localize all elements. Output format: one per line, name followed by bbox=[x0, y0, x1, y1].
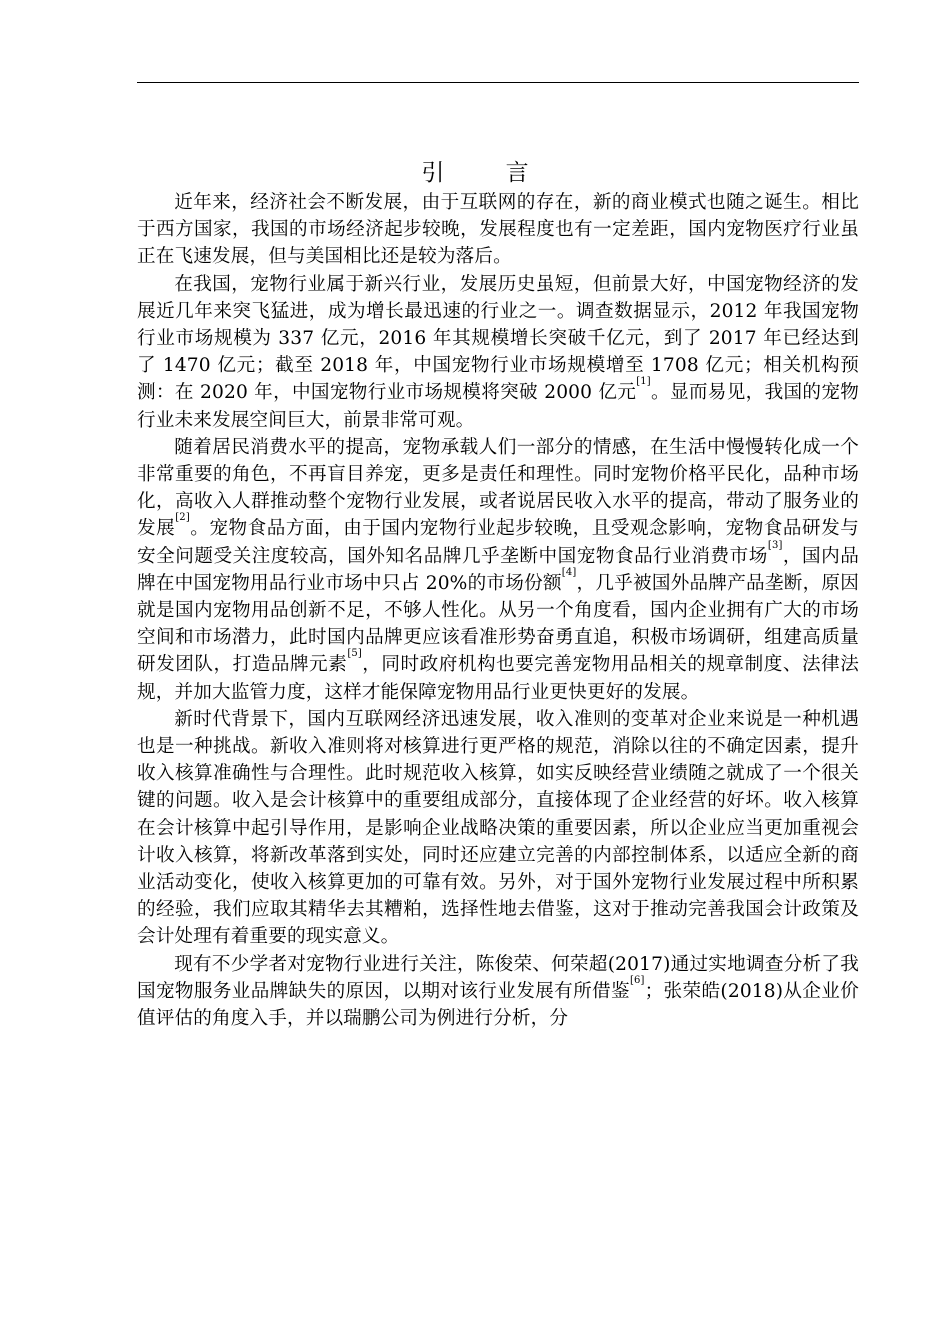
text-run: 近年来，经济社会不断发展，由于互联网的存在，新的商业模式也随之诞生。相比于西方国家，我国的市场经济起步较晚，发展程度也有一定差距，国内宠物医疗行业虽正在飞速发展，但与美国相比还是较为落后。 bbox=[137, 192, 859, 268]
text-run: ，同时政府机构也要完善宠物用品相关的规章制度、法律法规，并加大监管力度，这样才能保障宠物用品行业更快更好的发展。 bbox=[137, 654, 860, 703]
paragraph bbox=[137, 951, 859, 1033]
paragraph bbox=[137, 434, 859, 706]
text-run: 。宠物食品方面，由于国内宠物行业起步较晚，且受观念影响，宠物食品研发与安全问题受关注度较高，国外知名品牌几乎垄断中国宠物食品行业消费市场 bbox=[137, 518, 859, 567]
header-rule bbox=[137, 82, 859, 83]
text-run: 现有不少学者对宠物行业进行关注，陈俊荣、何荣超(2017)通过实地调查分析了我国宠物服务业品牌缺失的原因，以期对该行业发展有所借鉴 bbox=[137, 953, 859, 1002]
citation-marker: [4] bbox=[561, 566, 577, 578]
text-run: ；张荣皓(2018)从企业价值评估的角度入手，并以瑞鹏公司为例进行分析，分 bbox=[137, 980, 859, 1030]
section-title: 引 言 bbox=[421, 160, 556, 186]
citation-marker: [5] bbox=[347, 648, 362, 660]
paragraph bbox=[137, 189, 859, 271]
text-run: ，国内品牌在中国宠物用品行业市场中只占 20%的市场份额 bbox=[137, 545, 860, 594]
text-run: 随着居民消费水平的提高，宠物承载人们一部分的情感，在生活中慢慢转化成一个非常重要的角色，不再盲目养宠，更多是责任和理性。同时宠物价格平民化，品种市场化，高收入人群推动整个宠物行业发展，或者说居民收入水平的提高，带动了服务业的发展 bbox=[137, 436, 859, 540]
citation-marker: [2] bbox=[175, 512, 190, 524]
paragraph bbox=[137, 706, 859, 951]
text-run: 在我国，宠物行业属于新兴行业，发展历史虽短，但前景大好，中国宠物经济的发展近几年来突飞猛进，成为增长最迅速的行业之一。调查数据显示，2012 年我国宠物行业市场规模为 337 亿元，2016 年其规模增长突破千亿元，到了 2017 年已经达到了 1470 亿元；截至 2018 年，中国宠物行业市场规模增至 1708 亿元；相关机构预测：在 2020 年，中国宠物行业市场规模将突破 2000 亿元 bbox=[137, 273, 859, 404]
citation-marker: [3] bbox=[767, 539, 783, 551]
citation-marker: [1] bbox=[636, 376, 651, 388]
text-run: ，几乎被国外品牌产品垄断，原因就是国内宠物用品创新不足，不够人性化。从另一个角度看，国内企业拥有广大的市场空间和市场潜力，此时国内品牌更应该看准形势奋勇直追，积极市场调研，组建高质量研发团队，打造品牌元素 bbox=[137, 572, 859, 676]
text-run: 新时代背景下，国内互联网经济迅速发展，收入准则的变革对企业来说是一种机遇也是一种挑战。新收入准则将对核算进行更严格的规范，消除以往的不确定因素，提升收入核算准确性与合理性。此时规范收入核算，如实反映经营业绩随之就成了一个很关键的问题。收入是会计核算中的重要组成部分，直接体现了企业经营的好坏。收入核算在会计核算中起引导作用，是影响企业战略决策的重要因素，所以企业应当更加重视会计收入核算，将新改革落到实处，同时还应建立完善的内部控制体系，以适应全新的商业活动变化，使收入核算更加的可靠有效。另外，对于国外宠物行业发展过程中所积累的经验，我们应取其精华去其糟粕，选择性地去借鉴，这对于推动完善我国会计政策及会计处理有着重要的现实意义。 bbox=[137, 708, 859, 948]
text-run: 。显而易见，我国的宠物行业未来发展空间巨大，前景非常可观。 bbox=[137, 382, 859, 431]
body-text bbox=[137, 189, 859, 1032]
citation-marker: [6] bbox=[629, 974, 645, 986]
paragraph bbox=[137, 271, 859, 434]
